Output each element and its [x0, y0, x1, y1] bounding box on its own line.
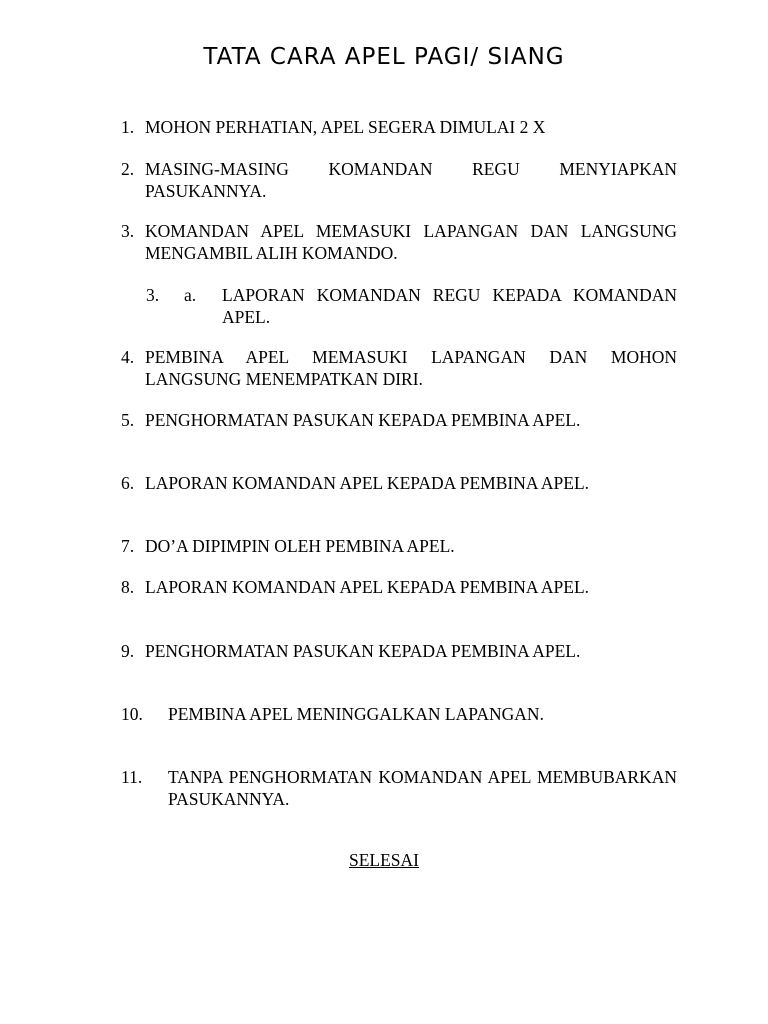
list-item	[121, 640, 677, 662]
list-item	[121, 766, 677, 810]
list-item	[121, 158, 677, 202]
closing-text: SELESAI	[349, 850, 419, 870]
item-text: PEMBINA APEL MENINGGALKAN LAPANGAN.	[168, 704, 544, 724]
list-item	[121, 346, 677, 390]
item-number: 7.	[121, 536, 135, 556]
item-number: 9.	[121, 641, 135, 661]
item-text: PEMBINA APEL MEMASUKI LAPANGAN DAN MOHON LANGSUNG MENEMPATKAN DIRI.	[145, 347, 677, 389]
item-number: 2.	[121, 159, 135, 179]
list-item	[121, 535, 677, 557]
item-text: LAPORAN KOMANDAN APEL KEPADA PEMBINA APEL.	[145, 473, 590, 493]
list-item	[121, 472, 677, 494]
item-text: KOMANDAN APEL MEMASUKI LAPANGAN DAN LANGSUNG MENGAMBIL ALIH KOMANDO.	[145, 221, 677, 263]
item-text: PENGHORMATAN PASUKAN KEPADA PEMBINA APEL.	[145, 410, 581, 430]
list-item	[121, 409, 677, 431]
item-number: 11.	[121, 767, 143, 787]
list-item	[121, 116, 677, 138]
list-item	[121, 576, 677, 598]
item-text: TANPA PENGHORMATAN KOMANDAN APEL MEMBUBARKAN PASUKANNYA.	[168, 767, 677, 809]
list-item	[121, 703, 677, 725]
item-number: 6.	[121, 473, 135, 493]
item-number: 8.	[121, 577, 135, 597]
sub-list-item	[146, 284, 677, 328]
item-number: 3.	[121, 221, 135, 241]
item-number: 1.	[121, 117, 135, 137]
item-text: LAPORAN KOMANDAN REGU KEPADA KOMANDAN APEL.	[222, 285, 677, 327]
item-text: MOHON PERHATIAN, APEL SEGERA DIMULAI 2 X	[145, 117, 546, 137]
list-item	[121, 220, 677, 264]
item-text: MASING-MASING KOMANDAN REGU MENYIAPKAN PASUKANNYA.	[145, 159, 677, 201]
item-number: 5.	[121, 410, 135, 430]
item-number: 3.	[146, 285, 160, 305]
item-text: DO’A DIPIMPIN OLEH PEMBINA APEL.	[145, 536, 455, 556]
item-letter: a.	[184, 285, 197, 305]
item-number: 4.	[121, 347, 135, 367]
document-title: TATA CARA APEL PAGI/ SIANG	[203, 44, 565, 70]
item-number: 10.	[121, 704, 143, 724]
item-text: LAPORAN KOMANDAN APEL KEPADA PEMBINA APEL.	[145, 577, 590, 597]
item-text: PENGHORMATAN PASUKAN KEPADA PEMBINA APEL.	[145, 641, 581, 661]
